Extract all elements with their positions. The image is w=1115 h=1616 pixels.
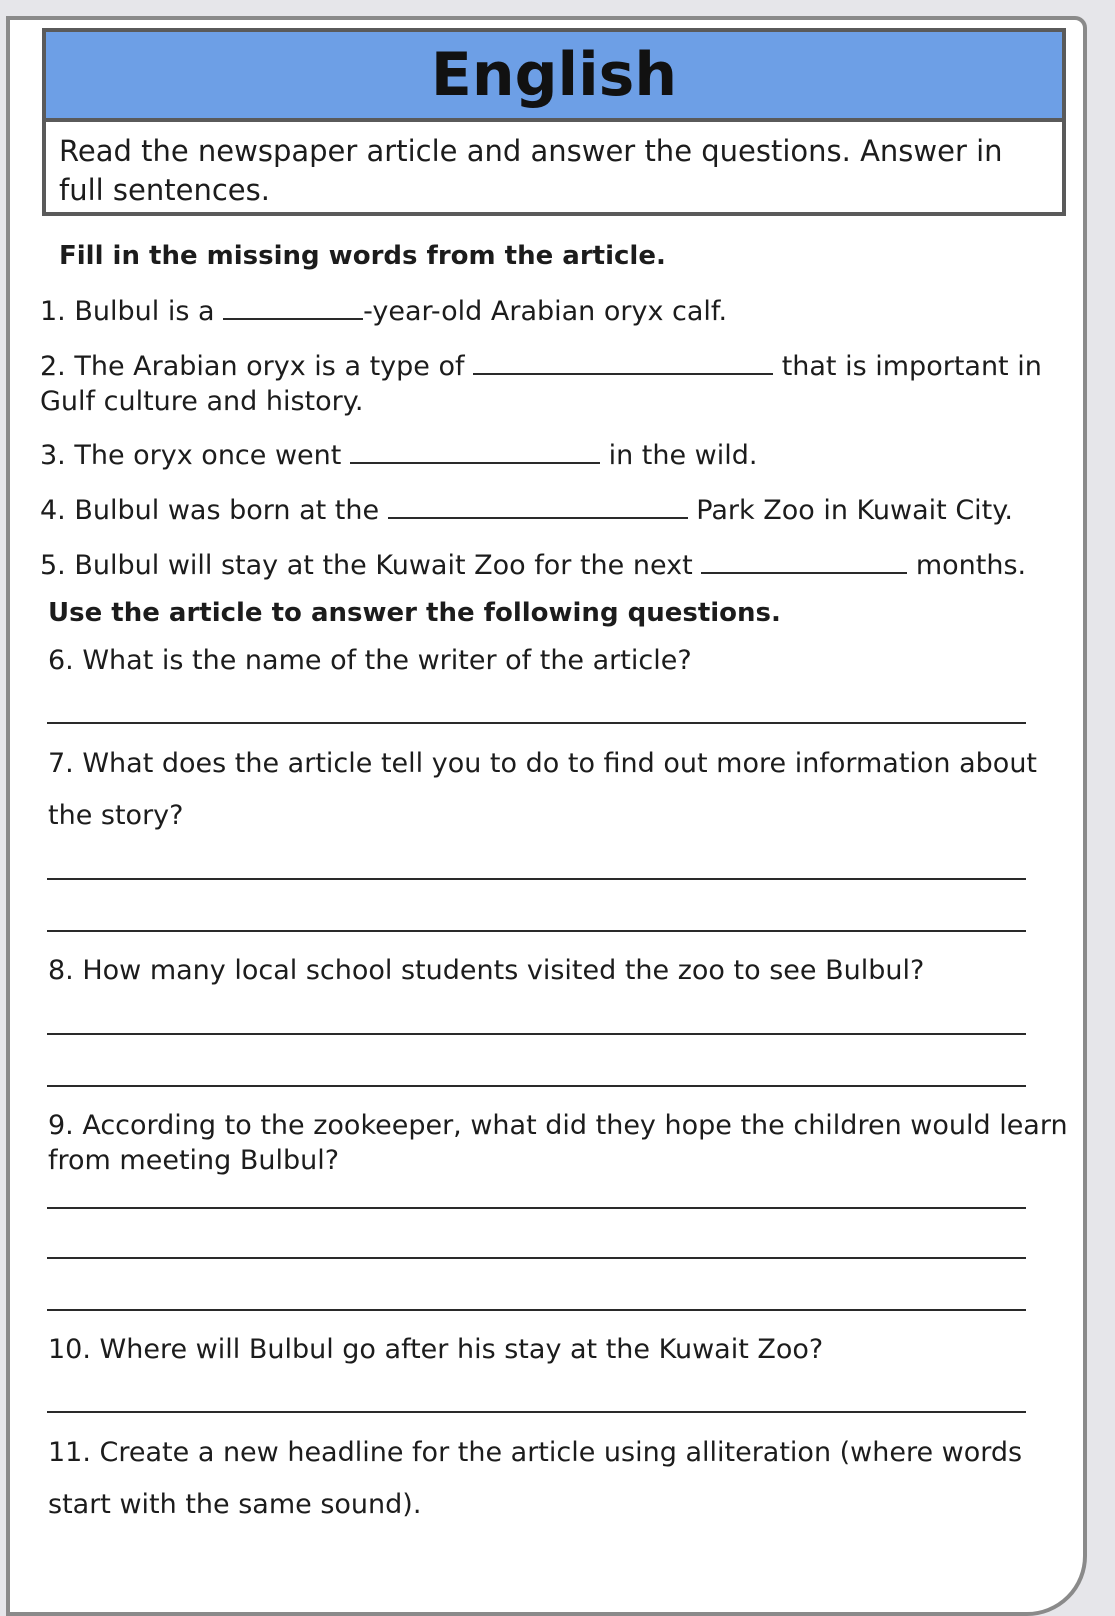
answer-line-q8-1[interactable]: [47, 1033, 1026, 1035]
question-3: [40, 440, 757, 471]
question-2-text-after: that is important in: [781, 351, 1042, 382]
question-5-text-before: 5. Bulbul will stay at the Kuwait Zoo for the next: [40, 550, 693, 581]
question-6: 6. What is the name of the writer of the article?: [48, 645, 692, 676]
question-1-text-after: -year-old Arabian oryx calf.: [363, 296, 728, 327]
question-7-line2: the story?: [48, 800, 184, 831]
question-3-text-before: 3. The oryx once went: [40, 440, 342, 471]
question-9-line1: 9. According to the zookeeper, what did they hope the children would learn: [48, 1110, 1068, 1141]
page-title: English: [430, 40, 678, 110]
section-heading-questions: Use the article to answer the following questions.: [48, 598, 781, 628]
answer-line-q9-2[interactable]: [47, 1257, 1026, 1259]
answer-line-q6[interactable]: [47, 722, 1026, 724]
question-1-blank[interactable]: [223, 317, 363, 320]
question-11-line2: start with the same sound).: [48, 1489, 422, 1520]
answer-line-q8-2[interactable]: [47, 1085, 1026, 1087]
question-4-text-after: Park Zoo in Kuwait City.: [696, 495, 1013, 526]
question-2-blank[interactable]: [473, 372, 773, 375]
question-10: 10. Where will Bulbul go after his stay at the Kuwait Zoo?: [48, 1334, 824, 1365]
question-4-blank[interactable]: [388, 516, 688, 519]
question-8: 8. How many local school students visited the zoo to see Bulbul?: [48, 955, 925, 986]
question-9-line2: from meeting Bulbul?: [48, 1145, 340, 1176]
answer-line-q7-2[interactable]: [47, 930, 1026, 932]
question-2-text-before: 2. The Arabian oryx is a type of: [40, 351, 465, 382]
question-3-blank[interactable]: [350, 461, 600, 464]
question-2-line2: Gulf culture and history.: [40, 386, 364, 417]
answer-line-q9-1[interactable]: [47, 1207, 1026, 1209]
question-2: [40, 351, 1042, 382]
question-5-text-after: months.: [915, 550, 1027, 581]
section-heading-fill-in: Fill in the missing words from the article.: [59, 241, 666, 271]
answer-line-q7-1[interactable]: [47, 878, 1026, 880]
question-4-text-before: 4. Bulbul was born at the: [40, 495, 380, 526]
question-7-line1: 7. What does the article tell you to do to find out more information about: [48, 748, 1038, 779]
question-3-text-after: in the wild.: [608, 440, 758, 471]
header-box: [42, 28, 1066, 216]
answer-line-q10[interactable]: [47, 1411, 1026, 1413]
question-4: [40, 495, 1013, 526]
title-band: [46, 32, 1062, 122]
question-5-blank[interactable]: [701, 571, 907, 574]
question-1-text-before: 1. Bulbul is a: [40, 296, 215, 327]
instructions-text: Read the newspaper article and answer the questions. Answer in full sentences.: [59, 134, 1003, 207]
question-1: [40, 296, 727, 327]
answer-line-q9-3[interactable]: [47, 1309, 1026, 1311]
question-11-line1: 11. Create a new headline for the article using alliteration (where words: [48, 1437, 1023, 1468]
question-5: [40, 550, 1026, 581]
